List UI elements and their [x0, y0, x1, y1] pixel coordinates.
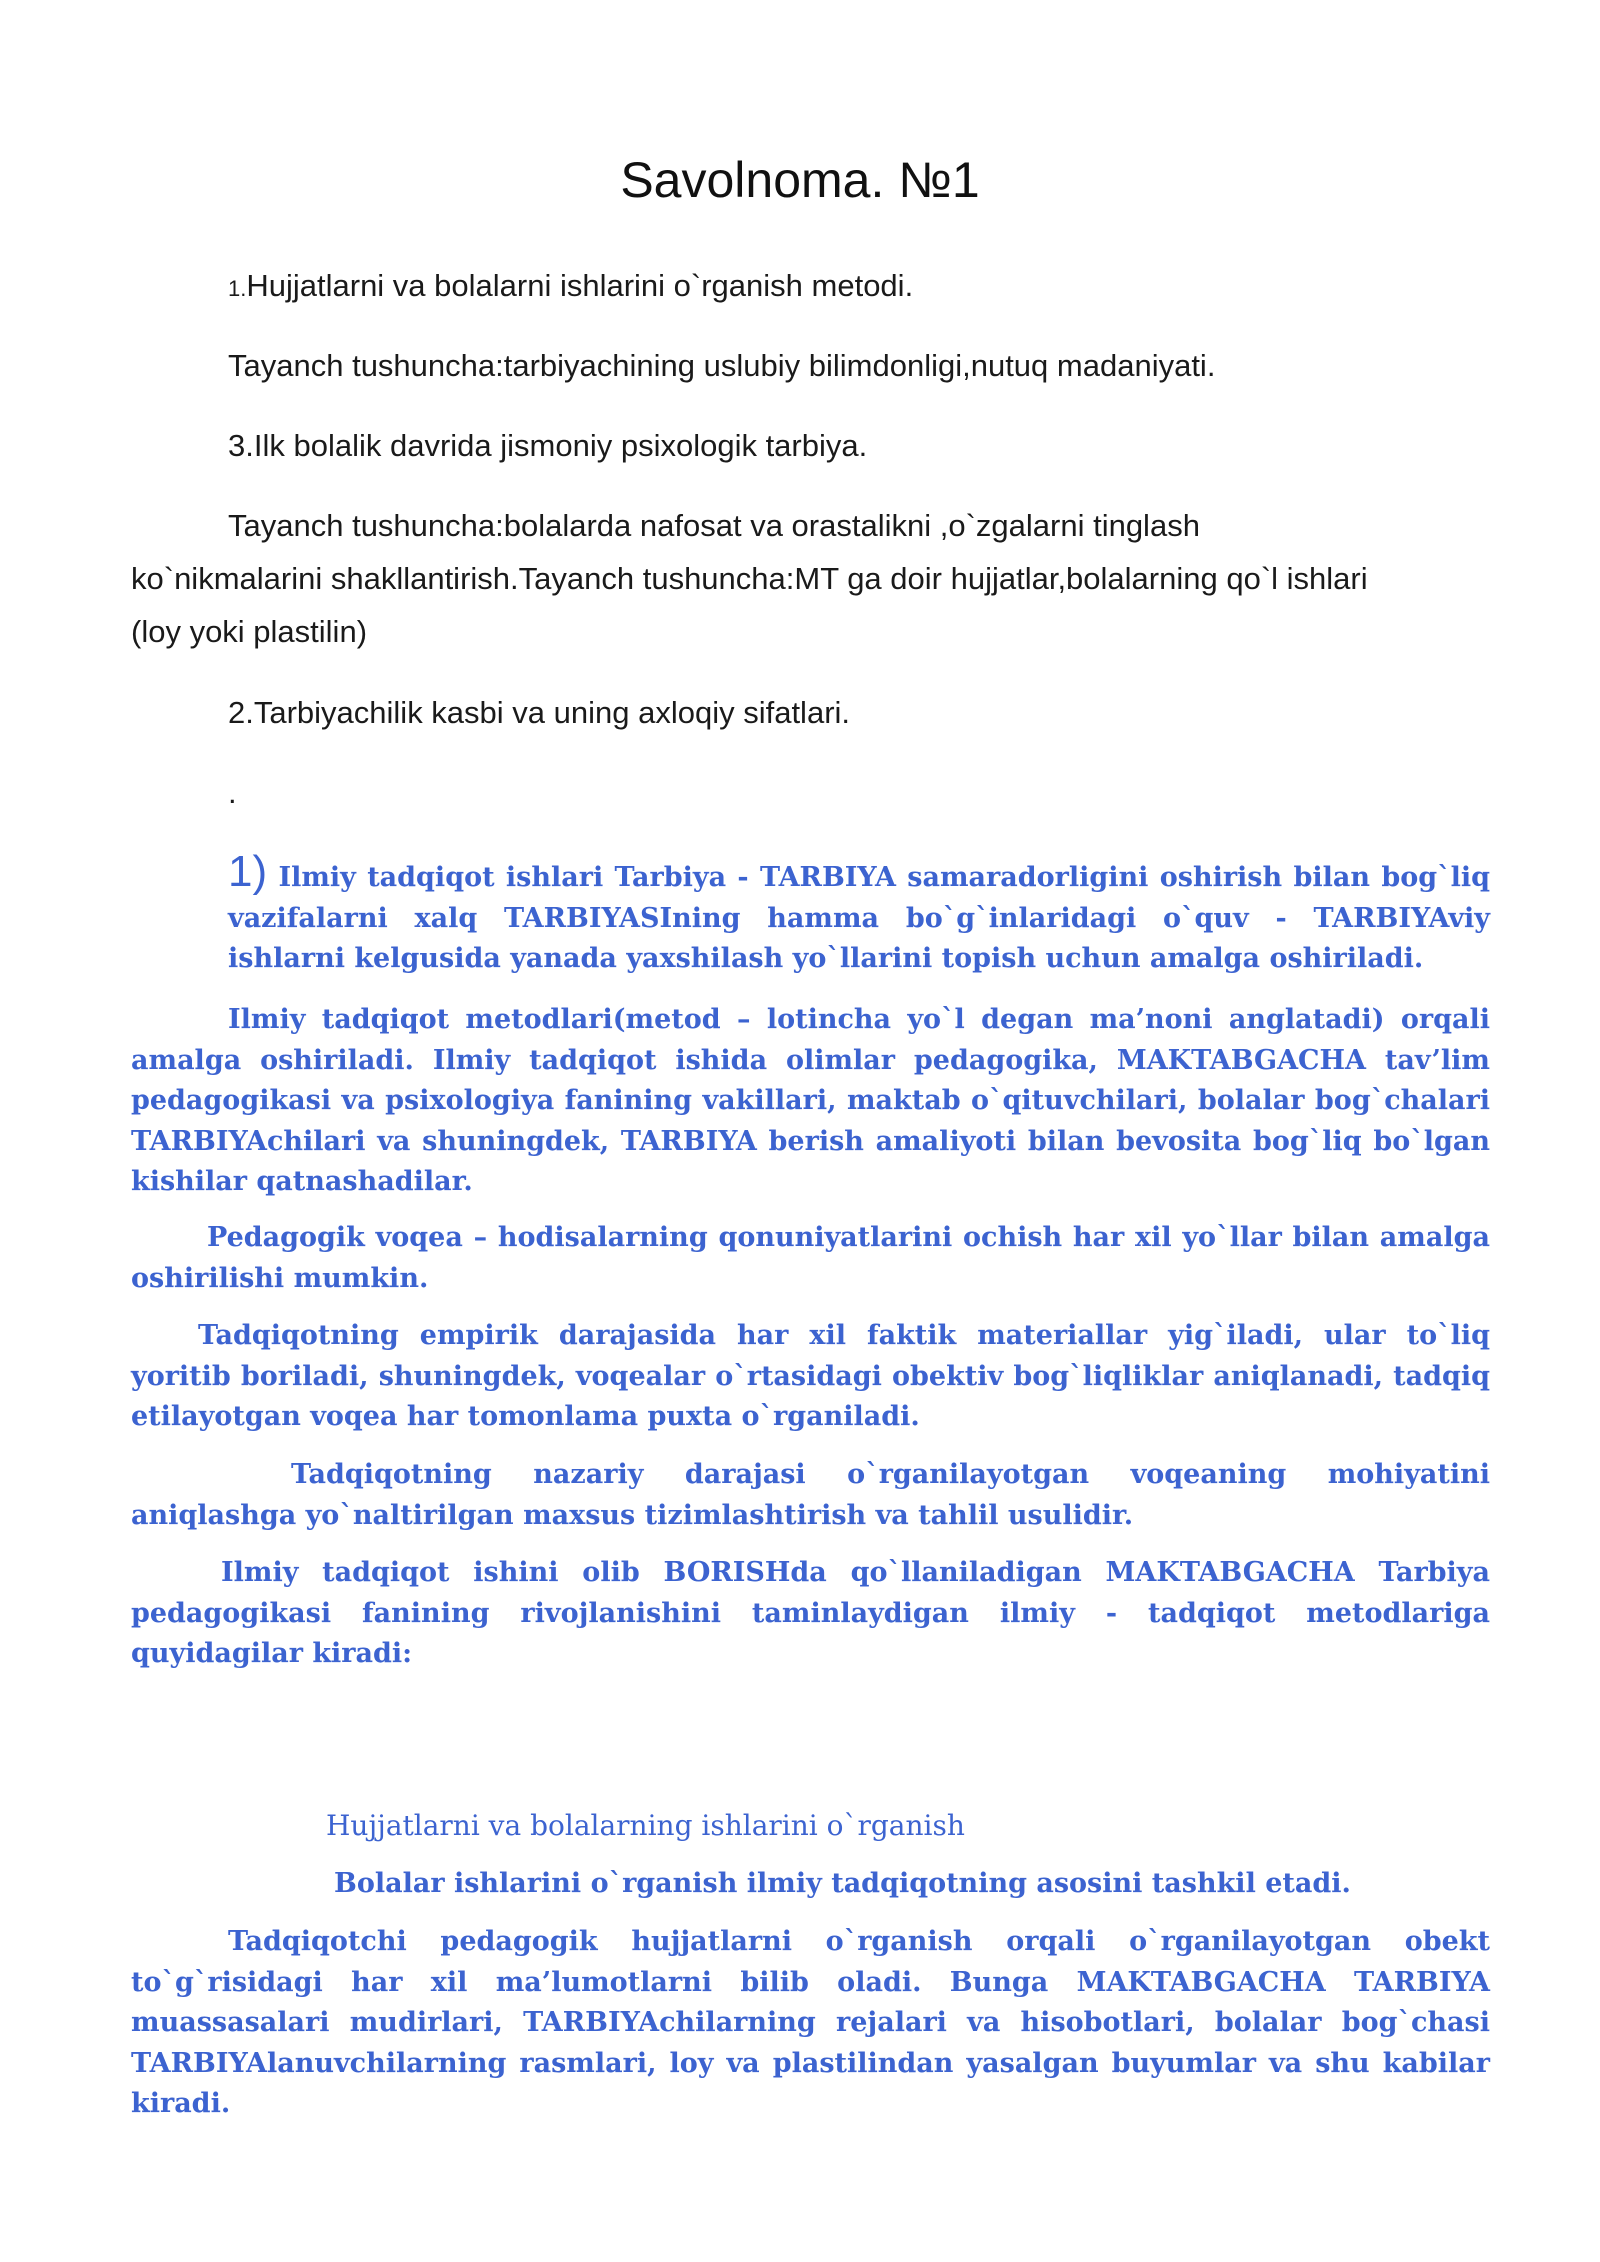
- answer-paragraph-7: Bolalar ishlarini o`rganish ilmiy tadqiqotning asosini tashkil etadi.: [334, 1868, 1351, 1899]
- question-1-concept: Tayanch tushuncha:tarbiyachining uslubiy bilimdonligi,nutuq madaniyati.: [228, 348, 1216, 383]
- question-2: 2.Tarbiyachilik kasbi va uning axloqiy sifatlari.: [228, 695, 851, 730]
- answer-paragraph-8: Tadqiqotchi pedagogik hujjatlarni o`rganish orqali o`rganilayotgan obekt to`g`risidagi har xil ma’lumotlarni bilib oladi. Bunga MAKTABGACHA TARBIYA muassasalari mudirlari, TARBIYAchilarning rejalari va hisobotlari, bolalar bog`chasi TARBIYAlanuvchilarning rasmlari, loy va plastilindan yasalgan buyumlar va shu kabilar kiradi.: [131, 1926, 1490, 2119]
- question-1-number: 1.: [228, 276, 247, 301]
- separator-dot: .: [228, 775, 237, 810]
- answer-paragraph-5: Tadqiqotning nazariy darajasi o`rganilayotgan voqeaning mohiyatini aniqlashga yo`naltirilgan maxsus tizimlashtirish va tahlil usulidir.: [131, 1459, 1490, 1531]
- question-1-text: Hujjatlarni va bolalarni ishlarini o`rganish metodi.: [246, 268, 914, 303]
- sub-heading: Hujjatlarni va bolalarning ishlarini o`rganish: [326, 1809, 965, 1842]
- answer-paragraph-4: Tadqiqotning empirik darajasida har xil faktik materiallar yig`iladi, ular to`liq yoritib boriladi, shuningdek, voqealar o`rtasidagi obektiv bog`liqliklar aniqlanadi, tadqiq etilayotgan voqea har tomonlama puxta o`rganiladi.: [131, 1320, 1490, 1432]
- answer-paragraph-1-text: Ilmiy tadqiqot ishlari Tarbiya - TARBIYA samaradorligini oshirish bilan bog`liq vazifalarni xalq TARBIYASIning hamma bo`g`inlaridagi o`quv - TARBIYAviy ishlarni kelgusida yanada yaxshilash yo`llarini topish uchun amalga oshiriladi.: [228, 862, 1490, 974]
- question-1: [228, 259, 1478, 315]
- answer-paragraph-1: [131, 847, 1490, 980]
- answer-paragraph-2: Ilmiy tadqiqot metodlari(metod – lotincha yo`l degan ma’noni anglatadi) orqali amalga oshiriladi. Ilmiy tadqiqot ishida olimlar pedagogika, MAKTABGACHA tav’lim pedagogikasi va psixologiya fanining vakillari, maktab o`qituvchilari, bolalar bog`chalari TARBIYAchilari va shuningdek, TARBIYA berish amaliyoti bilan bevosita bog`liq bo`lgan kishilar qatnashadilar.: [131, 1004, 1490, 1197]
- question-3: 3.Ilk bolalik davrida jismoniy psixologik tarbiya.: [228, 428, 868, 463]
- answer-paragraph-6: Ilmiy tadqiqot ishini olib BORISHda qo`llaniladigan MAKTABGACHA Tarbiya pedagogikasi fanining rivojlanishini taminlaydigan ilmiy - tadqiqot metodlariga quyidagilar kiradi:: [131, 1557, 1490, 1669]
- question-3-concept: Tayanch tushuncha:bolalarda nafosat va orastalikni ,o`zgalarni tinglash ko`nikmalarini shakllantirish.Tayanch tushuncha:MT ga doir hujjatlar,bolalarning qo`l ishlari (loy yoki plastilin): [131, 508, 1368, 649]
- page-title: Savolnoma. №1: [620, 152, 980, 208]
- answer-paragraph-3: Pedagogik voqea – hodisalarning qonuniyatlarini ochish har xil yo`llar bilan amalga oshirilishi mumkin.: [131, 1222, 1490, 1294]
- answer-number: 1): [228, 847, 268, 896]
